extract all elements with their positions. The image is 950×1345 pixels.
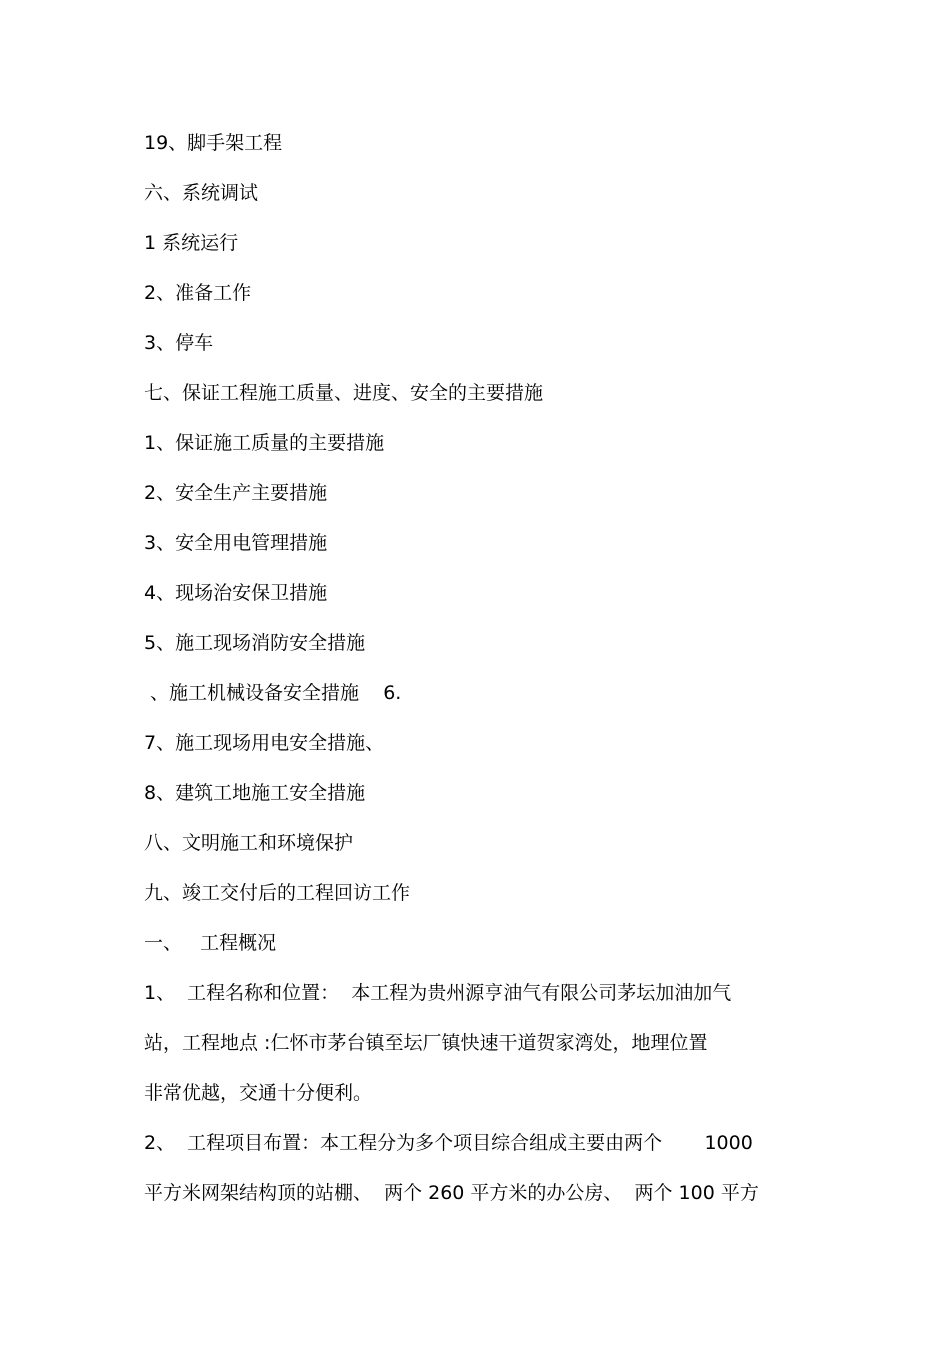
paragraph-line: 1、 工程名称和位置： 本工程为贵州源亨油气有限公司茅坛加油加气: [144, 982, 732, 1004]
toc-item: 八、文明施工和环境保护: [144, 832, 354, 854]
paragraph-line: 站，工程地点 :仁怀市茅台镇至坛厂镇快速干道贺家湾处，地理位置: [144, 1032, 708, 1054]
toc-item: 九、竣工交付后的工程回访工作: [144, 882, 411, 904]
toc-item: 3、停车: [144, 332, 214, 354]
toc-item: 2、准备工作: [144, 282, 252, 304]
toc-item: 8、建筑工地施工安全措施: [144, 782, 366, 804]
section-heading: 一、 工程概况: [144, 932, 277, 954]
paragraph-line: 非常优越，交通十分便利。: [144, 1082, 373, 1104]
toc-item: 七、保证工程施工质量、进度、安全的主要措施: [144, 382, 544, 404]
toc-item: 5、施工现场消防安全措施: [144, 632, 366, 654]
toc-item: 六、系统调试: [144, 182, 259, 204]
toc-item: 19、脚手架工程: [144, 132, 283, 154]
toc-item: 1 系统运行: [144, 232, 239, 254]
toc-item: 7、施工现场用电安全措施、: [144, 732, 385, 754]
toc-item: 1、保证施工质量的主要措施: [144, 432, 385, 454]
toc-item: 、施工机械设备安全措施 6.: [144, 682, 402, 704]
paragraph-line: 平方米网架结构顶的站棚、 两个 260 平方米的办公房、 两个 100 平方: [144, 1182, 759, 1204]
toc-item: 4、现场治安保卫措施: [144, 582, 328, 604]
toc-item: 2、安全生产主要措施: [144, 482, 328, 504]
toc-item: 3、安全用电管理措施: [144, 532, 328, 554]
paragraph-line: 2、 工程项目布置：本工程分为多个项目综合组成主要由两个 1000: [144, 1132, 753, 1154]
